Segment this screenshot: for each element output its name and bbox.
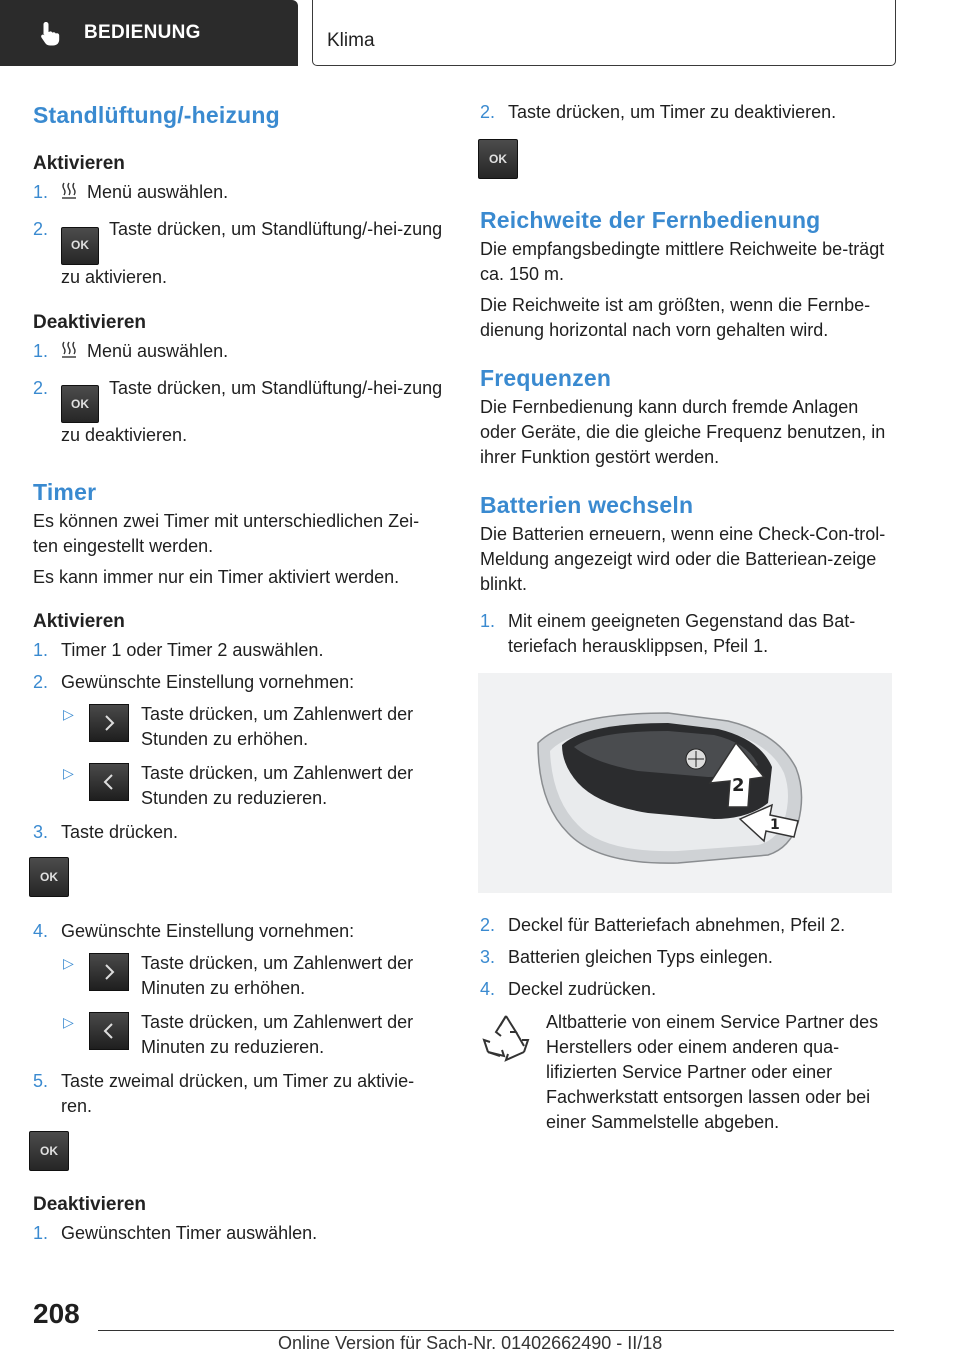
ventilation-icon [61, 182, 77, 200]
subheading-aktivieren: Aktivieren [33, 153, 125, 174]
heading-standluftung: Standlüftung/-heizung [33, 102, 280, 128]
page-number: 208 [33, 1298, 80, 1329]
subheading-deaktivieren: Deaktivieren [33, 311, 147, 333]
recycle-note: Altbatterie von einem Service Partner des Herstellers oder einem anderen qua‐lifizierten Service Partner oder einer Fachwerkstatt entsorgen lassen oder bei einer Sammelstelle abgeben. [480, 1010, 894, 1135]
chevron-right-icon [89, 704, 129, 742]
list-item: 3. Taste drücken. [33, 822, 179, 842]
list-item: 1. Mit einem geeigneten Gegenstand das Bat‐teriefach herausklippsen, Pfeil 1. [480, 611, 856, 656]
page-header [0, 0, 960, 66]
arrow-label: 2 [732, 775, 745, 796]
ok-button-image: OK [61, 227, 99, 265]
list-item: 2. Deckel für Batteriefach abnehmen, Pfeil 2. [480, 915, 846, 935]
ok-button-image: OK [29, 857, 69, 897]
list-item: 1. Timer 1 oder Timer 2 auswählen. [33, 640, 324, 660]
reichweite-paragraph-2: Die Reichweite ist am größten, wenn die Fernbe‐dienung horizontal nach vorn gehalten wird. [480, 295, 871, 340]
timer-paragraph-1: Es können zwei Timer mit unterschiedlichen Zei‐ten eingestellt werden. [33, 511, 420, 556]
footer-divider [98, 1330, 894, 1331]
subheading-aktivieren: Aktivieren [33, 611, 125, 632]
ventilation-icon [61, 341, 77, 359]
batterien-paragraph: Die Batterien erneuern, wenn eine Check-Con‐trol-Meldung angezeigt wird oder die Batteriean‐zeige blinkt. [480, 524, 886, 594]
chevron-right-icon [89, 953, 129, 991]
ok-button-image: OK [61, 385, 99, 423]
remote-key-illustration [478, 673, 892, 893]
reichweite-paragraph-1: Die empfangsbedingte mittlere Reichweite be‐trägt ca. 150 m. [480, 239, 885, 284]
list-item: 1. Menü auswählen. [33, 182, 229, 202]
recycle-icon [480, 1012, 532, 1064]
sub-list-item: ▷ Taste drücken, um Zahlenwert der Stunden zu erhöhen. [63, 704, 414, 749]
key-fob-image [478, 673, 892, 893]
list-item: 2. OKTaste drücken, um Standlüftung/-hei‐zung zu aktivieren. [33, 219, 443, 287]
heading-reichweite: Reichweite der Fernbedienung [480, 207, 821, 233]
frequenzen-paragraph: Die Fernbedienung kann durch fremde Anlagen oder Geräte, die die gleiche Frequenz benutzen, in ihrer Funktion gestört werden. [480, 397, 886, 467]
arrow-label: 1 [770, 817, 780, 833]
list-item: 2. Gewünschte Einstellung vornehmen: [33, 672, 355, 692]
heading-timer: Timer [33, 479, 97, 505]
heading-frequenzen: Frequenzen [480, 365, 612, 391]
list-item: 5. Taste zweimal drücken, um Timer zu aktivie‐ren. [33, 1071, 415, 1116]
ok-button-image: OK [29, 1131, 69, 1171]
hand-pointer-icon [36, 18, 66, 48]
ok-button-image: OK [478, 139, 518, 179]
chapter-tab [312, 0, 896, 66]
chevron-left-icon [89, 1012, 129, 1050]
list-item: 4. Gewünschte Einstellung vornehmen: [33, 921, 355, 941]
section-label: BEDIENUNG [84, 22, 201, 43]
list-item: 4. Deckel zudrücken. [480, 979, 657, 999]
chapter-label: Klima [327, 30, 375, 51]
list-item: 3. Batterien gleichen Typs einlegen. [480, 947, 773, 967]
timer-paragraph-2: Es kann immer nur ein Timer aktiviert werden. [33, 567, 400, 587]
heading-batterien: Batterien wechseln [480, 492, 694, 518]
right-column [480, 100, 894, 1135]
sub-list-item: ▷ Taste drücken, um Zahlenwert der Minuten zu erhöhen. [63, 953, 414, 998]
list-item: 1. Menü auswählen. [33, 340, 229, 361]
footer-note: Online Version für Sach-Nr. 01402662490 - II/18 [278, 1333, 663, 1353]
sub-list-item: ▷ Taste drücken, um Zahlenwert der Minuten zu reduzieren. [63, 1012, 414, 1057]
list-item: 2. OKTaste drücken, um Standlüftung/-hei‐zung zu deaktivieren. [33, 377, 443, 445]
section-tab [0, 0, 298, 66]
subheading-deaktivieren: Deaktivieren [33, 1194, 147, 1215]
list-item: 2. Taste drücken, um Timer zu deaktivieren. [480, 102, 837, 122]
sub-list-item: ▷ Taste drücken, um Zahlenwert der Stunden zu reduzieren. [63, 763, 414, 808]
list-item: 1. Gewünschten Timer auswählen. [33, 1223, 318, 1243]
left-column [33, 100, 443, 1253]
chevron-left-icon [89, 763, 129, 801]
